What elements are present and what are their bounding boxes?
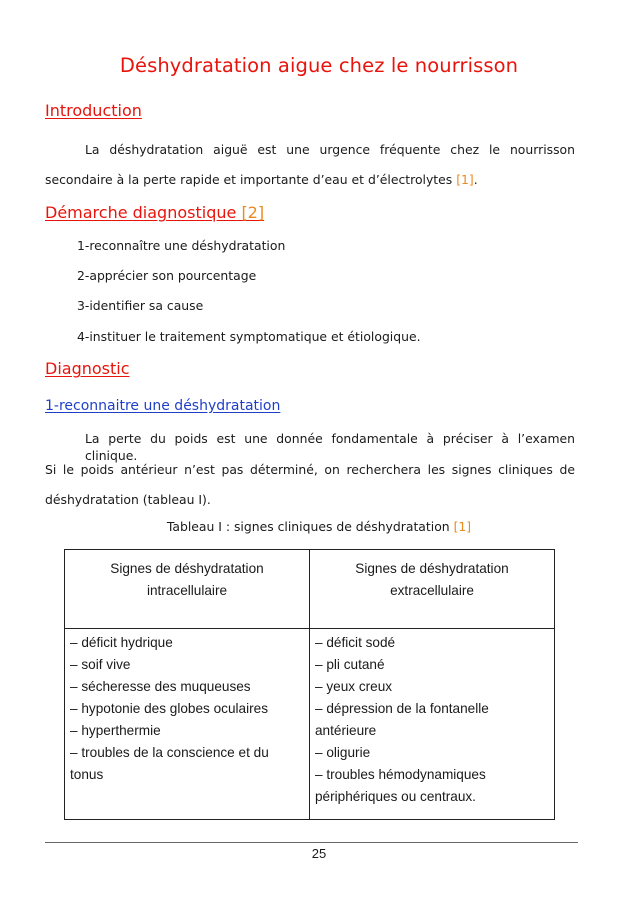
step-item: 2-apprécier son pourcentage xyxy=(77,268,257,283)
list-item: – pli cutané xyxy=(315,657,385,672)
list-item: – hypotonie des globes oculaires xyxy=(70,701,268,716)
header-intracellulaire xyxy=(65,550,310,629)
list-item: – soif vive xyxy=(70,657,131,672)
header-extracellulaire xyxy=(310,550,555,629)
list-item: – troubles hémodynamiques xyxy=(315,767,486,782)
header-line: Signes de déshydratation xyxy=(355,561,509,576)
introduction-ref: [1] xyxy=(456,172,474,187)
table-body-row xyxy=(65,629,555,820)
introduction-line-1: La déshydratation aiguë est une urgence fréquente chez le nourrisson xyxy=(85,142,575,157)
demarche-heading-text: Démarche diagnostique xyxy=(45,203,237,222)
step-item: 1-reconnaître une déshydratation xyxy=(77,238,286,253)
page-number: 25 xyxy=(311,846,327,861)
list-item: – déficit hydrique xyxy=(70,635,173,650)
step-item: 4-instituer le traitement symptomatique et étiologique. xyxy=(77,329,421,344)
document-title: Déshydratation aigue chez le nourrisson xyxy=(119,54,519,77)
list-item: antérieure xyxy=(315,723,377,738)
introduction-line-2 xyxy=(45,171,478,188)
diagnostic-subheading: 1-reconnaitre une déshydratation xyxy=(45,398,281,414)
table-caption-ref: [1] xyxy=(453,519,472,534)
list-item: – troubles de la conscience et du xyxy=(70,745,269,760)
table-caption xyxy=(0,519,638,534)
list-item: – hyperthermie xyxy=(70,723,161,738)
cell-intracellulaire xyxy=(65,629,310,820)
diagnostic-line-2: Si le poids antérieur n’est pas déterminé, on recherchera les signes cliniques de xyxy=(45,462,575,477)
diagnostic-line-1: La perte du poids est une donnée fondamentale à préciser à l’examen clinique. xyxy=(85,431,575,463)
list-item: – oligurie xyxy=(315,745,371,760)
diagnostic-heading: Diagnostic xyxy=(45,359,130,378)
diagnostic-line-3: déshydratation (tableau I). xyxy=(45,492,211,507)
introduction-end: . xyxy=(473,172,478,187)
list-item: périphériques ou centraux. xyxy=(315,789,476,804)
list-item: – yeux creux xyxy=(315,679,393,694)
demarche-heading xyxy=(45,203,264,222)
list-item: – dépression de la fontanelle xyxy=(315,701,489,716)
list-item: tonus xyxy=(70,767,104,782)
header-line: extracellulaire xyxy=(390,583,474,598)
header-line: intracellulaire xyxy=(146,583,228,598)
demarche-ref: [2] xyxy=(241,203,265,222)
header-line: Signes de déshydratation xyxy=(110,561,264,576)
cell-extracellulaire xyxy=(310,629,555,820)
list-item: – sécheresse des muqueuses xyxy=(70,679,251,694)
table-caption-text: Tableau I : signes cliniques de déshydratation xyxy=(166,519,450,534)
list-item: – déficit sodé xyxy=(315,635,396,650)
table-header-row xyxy=(65,550,555,629)
introduction-line-2-text: secondaire à la perte rapide et importante d’eau et d’électrolytes xyxy=(45,172,453,187)
footer-divider xyxy=(45,842,578,843)
introduction-heading: Introduction xyxy=(45,101,142,120)
step-item: 3-identifier sa cause xyxy=(77,298,204,313)
signs-table xyxy=(64,549,555,820)
